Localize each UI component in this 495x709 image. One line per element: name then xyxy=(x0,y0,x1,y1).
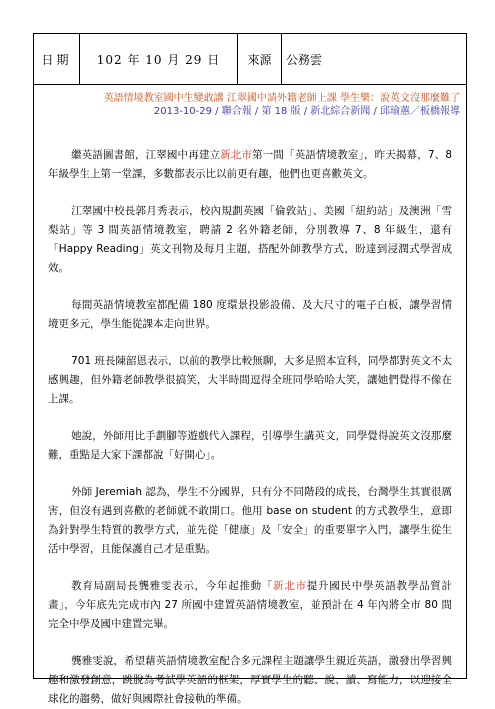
clipping-sheet xyxy=(33,33,467,705)
headline: 英語情境教室國中生變敢講 江翠國中請外籍老師上課 學生樂：說英文沒那麼難了 xyxy=(103,93,460,104)
paragraph-4: 701 班長陳韶恩表示，以前的教學比較無聊，大多是照本宣科，同學都對英文不太感興趣，但外籍老師教學很搞笑，大半時間逗得全班同學哈哈大笑，讓她們覺得不像在上課。 xyxy=(48,355,452,405)
paragraph-5: 她說，外師用比手劃腳等遊戲代入課程，引導學生講英文，同學覺得說英文沒那麼難，重點是大家下課都說「好開心」。 xyxy=(48,430,452,461)
source-value: 公務雲 xyxy=(286,52,323,67)
news-banner xyxy=(40,92,460,118)
paragraph-7: 教育局副局長龔雅雯表示，今年起推動「新北市提升國民中學英語教學品質計畫」，今年底先完成市內 27 所國中建置英語情境教室，並預計在 4 年內將全市 80 間完全中學及國中建置完畢。 xyxy=(48,580,453,630)
paragraph-1: 繼英語圖書館，江翠國中再建立新北市第一間「英語情境教室」，昨天揭幕，7、8 年級學生上第一堂課，多數都表示比以前更有趣，他們也更喜歡英文。 xyxy=(48,149,453,180)
source-label: 來源 xyxy=(238,34,282,84)
highlight-city: 新北市 xyxy=(273,580,307,592)
highlight-city: 新北市 xyxy=(220,149,253,161)
date-label: 日期 xyxy=(34,34,80,84)
paragraph-3: 每間英語情境教室都配備 180 度環景投影設備、及大尺寸的電子白板，讓學習情境更多元，學生能從課本走向世界。 xyxy=(48,299,452,330)
paragraph-2: 江翠國中校長郭月秀表示，校內規劃英國「倫敦站」、美國「紐約站」及澳洲「雪梨站」等 3 間英語情境教室，聘請 2 名外籍老師，分別教導 7、8 年級生，還有「Happy Reading」英文刊物及每月主題，搭配外師教學方式，盼達到浸潤式學習成效。 xyxy=(48,205,452,274)
byline: 2013-10-29 / 聯合報 / 第 18 版 / 新北綜合新聞 / 邱瑜蕙／板橋報導 xyxy=(153,106,460,117)
paragraph-8: 龔雅雯說，希望藉英語情境教室配合多元課程主題讓學生親近英語，激發出學習興趣和激發創意，跳脫為考試學英語的框架，厚實學生的聽、說、讀、寫能力，以迎接全球化的趨勢，做好與國際社會接軌的準備。 xyxy=(48,655,452,705)
article-body xyxy=(48,146,452,709)
header-row xyxy=(34,34,466,85)
date-value: 102 年 10 月 29 日 xyxy=(80,34,238,84)
paragraph-6: 外師 Jeremiah 認為，學生不分國界，只有分不同階段的成長，台灣學生其實很厲害，但沒有遇到喜歡的老師就不敢開口。他用 base on student 的方式教學生，意即為針對學生特質的教學方式，並先從「健康」及「安全」的重要單字入門，讓學生從生活中學習，且能保護自己才是重點。 xyxy=(48,486,452,555)
